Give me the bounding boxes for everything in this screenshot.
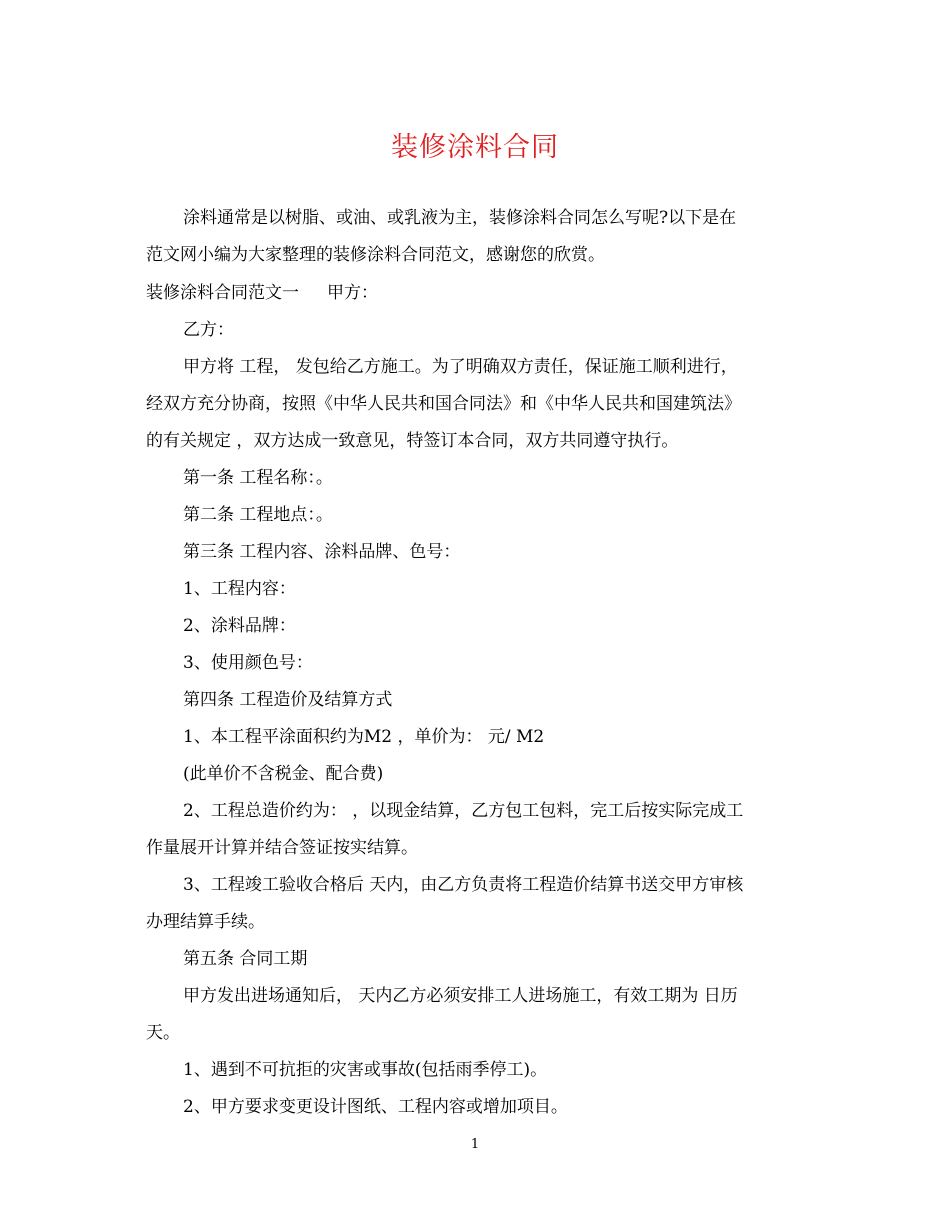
paragraph-line: 3、工程竣工验收合格后 天内，由乙方负责将工程造价结算书送交甲方审核 [183,875,744,895]
paragraph-line: 乙方： [183,320,234,340]
paragraph-line: 第四条 工程造价及结算方式 [183,690,393,710]
paragraph-line: 2、涂料品牌： [183,616,296,636]
paragraph-line: 2、甲方要求变更设计图纸、工程内容或增加项目。 [183,1097,568,1117]
paragraph-line: 1、遇到不可抗拒的灾害或事故(包括雨季停工)。 [183,1060,548,1080]
paragraph-line: 1、本工程平涂面积约为M2 ，单价为： 元/ M2 [183,727,545,747]
paragraph-line: (此单价不含税金、配合费) [183,764,384,784]
paragraph-line: 1、工程内容： [183,579,296,599]
paragraph-line: 作量展开计算并结合签证按实结算。 [146,838,418,858]
paragraph-line: 天。 [146,1023,180,1043]
paragraph-line: 的有关规定 ，双方达成一致意见，特签订本合同，双方共同遵守执行。 [146,431,679,451]
paragraph-line: 经双方充分协商，按照《中华人民共和国合同法》和《中华人民共和国建筑法》 [146,394,741,414]
paragraph-line: 范文网小编为大家整理的装修涂料合同范文，感谢您的欣赏。 [146,245,605,265]
paragraph-line: 办理结算手续。 [146,912,265,932]
paragraph-line: 第五条 合同工期 [183,949,308,969]
paragraph-line: 涂料通常是以树脂、或油、或乳液为主，装修涂料合同怎么写呢?以下是在 [183,208,737,228]
paragraph-line: 2、工程总造价约为： ，以现金结算，乙方包工包料，完工后按实际完成工 [183,801,744,821]
paragraph-line: 第二条 工程地点：。 [183,505,333,525]
page-number: 1 [470,1137,480,1152]
sample-heading: 装修涂料合同范文一 [146,283,299,303]
paragraph-line: 甲方发出进场通知后， 天内乙方必须安排工人进场施工，有效工期为 日历 [183,986,738,1006]
paragraph-line [146,281,806,305]
party-a-label: 甲方： [327,283,378,303]
paragraph-line: 甲方将 工程， 发包给乙方施工。为了明确双方责任，保证施工顺利进行， [183,357,738,377]
paragraph-line: 第一条 工程名称：。 [183,468,333,488]
document-title: 装修涂料合同 [391,132,559,163]
paragraph-line: 第三条 工程内容、涂料品牌、色号： [183,542,461,562]
paragraph-line: 3、使用颜色号： [183,653,313,673]
